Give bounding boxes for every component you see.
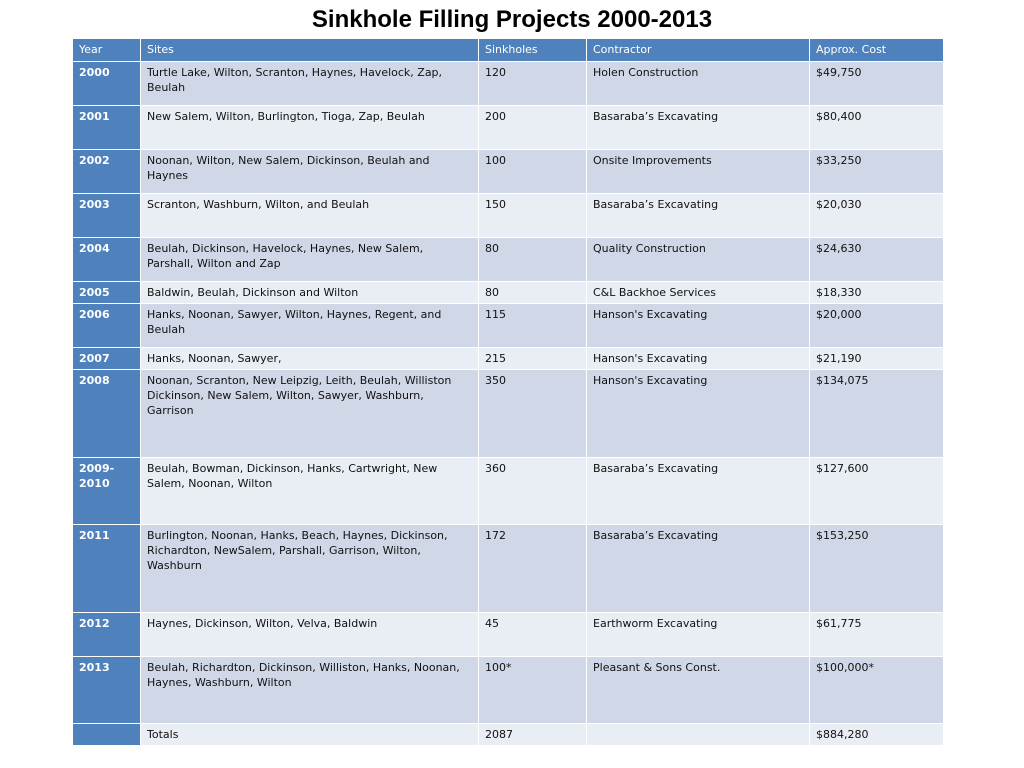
sinkholes-cell: 100* [479,657,587,724]
sinkholes-cell: 115 [479,304,587,348]
sites-cell: Hanks, Noonan, Sawyer, Wilton, Haynes, Regent, and Beulah [141,304,479,348]
sinkholes-cell: 200 [479,106,587,150]
sinkholes-cell: 80 [479,238,587,282]
sinkhole-projects-table [72,38,944,746]
cost-cell: $127,600 [810,458,944,525]
header-sinkholes: Sinkholes [479,39,587,62]
cost-cell: $134,075 [810,370,944,458]
year-cell: 2004 [73,238,141,282]
table-row [73,106,944,150]
sites-cell: Scranton, Washburn, Wilton, and Beulah [141,194,479,238]
contractor-cell: Basaraba’s Excavating [587,525,810,613]
contractor-cell: Basaraba’s Excavating [587,106,810,150]
contractor-cell: Holen Construction [587,62,810,106]
contractor-cell: Hanson's Excavating [587,304,810,348]
header-sites: Sites [141,39,479,62]
sinkholes-cell: 45 [479,613,587,657]
cost-cell: $80,400 [810,106,944,150]
table-row [73,238,944,282]
contractor-cell: Basaraba’s Excavating [587,194,810,238]
table-row [73,150,944,194]
totals-cost: $884,280 [810,724,944,746]
sites-cell: Baldwin, Beulah, Dickinson and Wilton [141,282,479,304]
contractor-cell: C&L Backhoe Services [587,282,810,304]
cost-cell: $61,775 [810,613,944,657]
year-cell: 2013 [73,657,141,724]
table-row [73,613,944,657]
year-cell: 2008 [73,370,141,458]
totals-label: Totals [141,724,479,746]
table-row [73,525,944,613]
header-approx-cost: Approx. Cost [810,39,944,62]
cost-cell: $100,000* [810,657,944,724]
table-row [73,348,944,370]
sites-cell: Noonan, Scranton, New Leipzig, Leith, Beulah, Williston Dickinson, New Salem, Wilton, Sawyer, Washburn, Garrison [141,370,479,458]
table-header-row [73,39,944,62]
contractor-cell: Hanson's Excavating [587,370,810,458]
table-row [73,370,944,458]
table-row [73,282,944,304]
sites-cell: Noonan, Wilton, New Salem, Dickinson, Beulah and Haynes [141,150,479,194]
sinkholes-cell: 215 [479,348,587,370]
table-row [73,304,944,348]
year-cell: 2012 [73,613,141,657]
cost-cell: $24,630 [810,238,944,282]
year-cell: 2003 [73,194,141,238]
sites-cell: Turtle Lake, Wilton, Scranton, Haynes, Havelock, Zap, Beulah [141,62,479,106]
sinkholes-cell: 360 [479,458,587,525]
contractor-cell: Pleasant & Sons Const. [587,657,810,724]
sites-cell: Beulah, Bowman, Dickinson, Hanks, Cartwright, New Salem, Noonan, Wilton [141,458,479,525]
sinkholes-cell: 80 [479,282,587,304]
sites-cell: Hanks, Noonan, Sawyer, [141,348,479,370]
year-cell: 2006 [73,304,141,348]
totals-contractor [587,724,810,746]
contractor-cell: Hanson's Excavating [587,348,810,370]
year-cell: 2011 [73,525,141,613]
year-cell: 2007 [73,348,141,370]
cost-cell: $20,000 [810,304,944,348]
page-title: Sinkhole Filling Projects 2000-2013 [311,6,713,33]
year-cell: 2002 [73,150,141,194]
sinkholes-cell: 150 [479,194,587,238]
sinkholes-cell: 120 [479,62,587,106]
header-contractor: Contractor [587,39,810,62]
sites-cell: New Salem, Wilton, Burlington, Tioga, Zap, Beulah [141,106,479,150]
sites-cell: Haynes, Dickinson, Wilton, Velva, Baldwin [141,613,479,657]
year-cell: 2000 [73,62,141,106]
contractor-cell: Basaraba’s Excavating [587,458,810,525]
contractor-cell: Quality Construction [587,238,810,282]
contractor-cell: Onsite Improvements [587,150,810,194]
cost-cell: $21,190 [810,348,944,370]
table-row [73,458,944,525]
sinkholes-cell: 100 [479,150,587,194]
table-row [73,62,944,106]
year-cell: 2001 [73,106,141,150]
totals-row [73,724,944,746]
sinkholes-cell: 172 [479,525,587,613]
year-cell: 2005 [73,282,141,304]
sites-cell: Burlington, Noonan, Hanks, Beach, Haynes, Dickinson, Richardton, NewSalem, Parshall, Garrison, Wilton, Washburn [141,525,479,613]
cost-cell: $18,330 [810,282,944,304]
cost-cell: $153,250 [810,525,944,613]
sites-cell: Beulah, Richardton, Dickinson, Williston, Hanks, Noonan, Haynes, Washburn, Wilton [141,657,479,724]
table-row [73,194,944,238]
cost-cell: $49,750 [810,62,944,106]
table-row [73,657,944,724]
year-cell: 2009-2010 [73,458,141,525]
contractor-cell: Earthworm Excavating [587,613,810,657]
sites-cell: Beulah, Dickinson, Havelock, Haynes, New Salem, Parshall, Wilton and Zap [141,238,479,282]
sinkholes-cell: 350 [479,370,587,458]
totals-sinkholes: 2087 [479,724,587,746]
cost-cell: $33,250 [810,150,944,194]
totals-year-cell [73,724,141,746]
header-year: Year [73,39,141,62]
cost-cell: $20,030 [810,194,944,238]
